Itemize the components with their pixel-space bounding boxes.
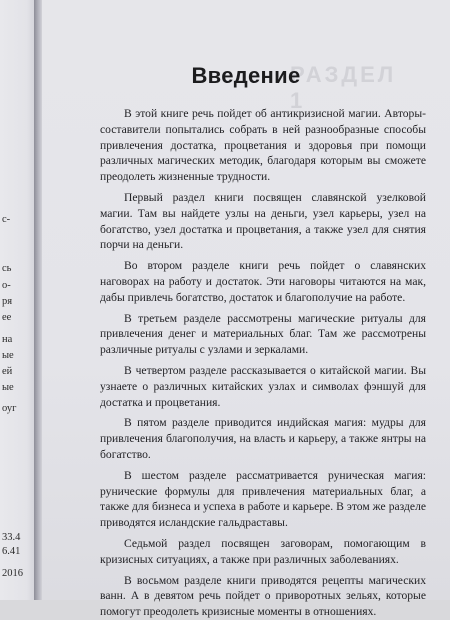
left-page-fragment: ей (2, 366, 13, 377)
paragraph-section-1: Первый раздел книги посвящен славянской узелковой магии. Там вы найдете узлы на деньги, узел карьеры, узел на богатство, узел достатка и процветания, а также узел для снятия порчи на деньги. (100, 190, 426, 252)
left-page-fragment: ее (2, 312, 12, 323)
left-page-fragment: на (2, 334, 13, 345)
ghost-section-header: РАЗДЕЛ 1 (290, 62, 397, 113)
left-page-fragment: 33.4 (2, 532, 21, 543)
left-page-fragment: с- (2, 214, 11, 225)
left-page-fragment: ые (2, 382, 14, 393)
paragraph-section-8-9: В восьмом разделе книги приводятся рецепты магических ванн. А в девятом речь пойдет о приворотных зельях, которые помогут преодолеть кризисные моменты в отношениях. (100, 573, 426, 619)
paragraph-section-3: В третьем разделе рассмотрены магические ритуалы для привлечения денег и материальных благ. Там же рассмотрены различные ритуалы с узлами и зеркалами. (100, 311, 426, 357)
paragraph-section-6: В шестом разделе рассматривается руническая магия: рунические формулы для привлечения материальных благ, а также для бизнеса и успеха в работе и карьере. В этом же разделе приводятся исландские гальдраставы. (100, 468, 426, 530)
left-page-fragment: сь (2, 263, 12, 274)
left-page-fragment: ые (2, 350, 14, 361)
paragraph-section-5: В пятом разделе приводится индийская магия: мудры для привлечения благополучия, на власть и карьеру, а также янтры на богатство. (100, 416, 426, 461)
right-book-page (42, 0, 450, 619)
left-page-fragment: о- (2, 280, 11, 291)
page-title: Введение (191, 63, 301, 88)
paragraph-section-7: Седьмой раздел посвящен заговорам, помогающим в кризисных ситуациях, а также при различных заболеваниях. (100, 536, 426, 566)
paragraph-section-2: Во втором разделе книги речь пойдет о славянских наговорах на работу и достаток. Эти наговоры читаются на мак, дабы привлечь богатство, достаток и благополучие на работе. (100, 259, 426, 304)
left-facing-page (0, 0, 38, 600)
left-page-fragment: 2016 (2, 568, 23, 579)
body-text (100, 106, 426, 620)
paragraph-intro: В этой книге речь пойдет об антикризисной магии. Авторы-составители попытались собрать в ней разнообразные способы привлечения достатка, процветания и здоровья при помощи различных магических методик, благодаря которым вы сможете преодолеть жизненные трудности. (100, 107, 426, 184)
left-page-fragment: 6.41 (2, 546, 21, 557)
left-page-fragment: ря (2, 296, 13, 307)
paragraph-section-4: В четвертом разделе рассказывается о китайской магии. Вы узнаете о различных китайских узлах и символах фэншуй для достатка и процветания. (100, 363, 426, 409)
left-page-fragment: оуг (2, 403, 17, 414)
